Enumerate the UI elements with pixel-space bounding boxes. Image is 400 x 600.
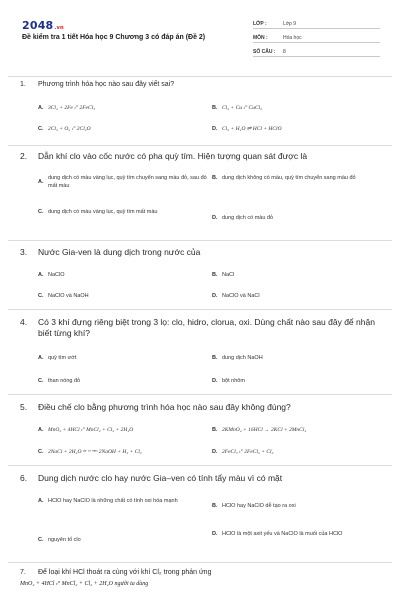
option-letter: B. xyxy=(212,503,218,509)
option-d[interactable] xyxy=(212,530,382,538)
option-text: dung dịch có màu vàng lục, quỳ tím chuyển sang màu đỏ, sau đó mất màu xyxy=(48,175,207,189)
option-c[interactable] xyxy=(38,208,208,216)
option-letter: A. xyxy=(38,105,44,111)
question-text: Nước Gia-ven là dung dịch trong nước của xyxy=(38,247,201,257)
question-number: 3. xyxy=(20,247,28,257)
meta-info xyxy=(253,15,380,57)
logo-main: 2048 xyxy=(22,19,54,32)
meta-key: MÔN : xyxy=(253,35,268,41)
option-text: dung dịch NaOH xyxy=(222,355,263,361)
meta-key: LỚP : xyxy=(253,21,267,27)
option-d[interactable] xyxy=(212,214,382,222)
divider xyxy=(8,562,392,563)
option-text: NaCl xyxy=(222,272,235,278)
option-text: HClO hay NaClO dễ tạo ra oxi xyxy=(222,503,296,509)
option-b[interactable] xyxy=(212,354,263,362)
option-d[interactable] xyxy=(212,125,282,133)
option-letter: D. xyxy=(212,215,218,221)
meta-value: Hóa học xyxy=(283,35,302,41)
question-text: Phương trình hóa học nào sau đây viết sai? xyxy=(38,81,175,88)
option-letter: D. xyxy=(212,126,218,132)
option-c[interactable] xyxy=(38,536,208,544)
logo-suffix: .vn xyxy=(54,25,64,31)
question-1 xyxy=(20,80,386,90)
option-letter: B. xyxy=(212,427,218,433)
question-number: 5. xyxy=(20,402,28,412)
option-a[interactable] xyxy=(38,104,95,112)
option-b[interactable] xyxy=(212,174,382,182)
option-text: MnO₂ + 4HCl ₜ° MnCl₂ + Cl₂ + 2H₂O xyxy=(48,427,134,433)
option-text: NaClO xyxy=(48,272,65,278)
option-text: dung dịch không có màu, quỳ tím chuyển sang màu đỏ xyxy=(222,175,356,181)
divider xyxy=(8,394,392,395)
option-text: 2FeCl₃ ₜ° 2FeCl₂ + Cl₂ xyxy=(222,449,274,455)
option-letter: C. xyxy=(38,209,44,215)
option-text: HClO là một axit yếu và NaClO là muối của HClO xyxy=(222,531,343,537)
option-letter: C. xyxy=(38,449,44,455)
option-b[interactable] xyxy=(212,104,262,112)
question-text: Có 3 khí đựng riêng biệt trong 3 lọ: clo, hidro, clorua, oxi. Dùng chất nào sau đây để nhận biết từng khí? xyxy=(38,317,375,338)
option-text: HClO hay NaClO là những chất có tính oxi hóa mạnh xyxy=(48,498,178,504)
option-text: 2KMnO₄ + 16HCl → 2KCl + 2MnCl₂ xyxy=(222,427,307,433)
option-letter: A. xyxy=(38,179,44,185)
question-7 xyxy=(20,568,386,587)
option-b[interactable] xyxy=(212,271,234,279)
option-text: dung dịch có màu đỏ xyxy=(222,215,274,221)
question-number: 2. xyxy=(20,151,28,161)
meta-row-subject xyxy=(253,29,380,43)
divider xyxy=(8,145,392,146)
option-letter: B. xyxy=(212,175,218,181)
question-text: Dẫn khí clo vào cốc nước có pha quỳ tím. Hiện tượng quan sát được là xyxy=(38,151,308,161)
question-4 xyxy=(20,317,386,339)
option-letter: D. xyxy=(212,293,218,299)
option-text: bột nhôm xyxy=(222,378,245,384)
option-letter: A. xyxy=(38,498,44,504)
question-equation: MnO₂ + 4HCl ₜ° MnCl₂ + Cl₂ + 2H₂O người ta dùng xyxy=(20,581,149,587)
option-d[interactable] xyxy=(212,448,273,456)
option-letter: D. xyxy=(212,449,218,455)
meta-row-class xyxy=(253,15,380,29)
question-text: Dung dịch nước clo hay nước Gia–ven có tính tẩy màu vì có mặt xyxy=(38,473,283,483)
option-text: than nóng đỏ xyxy=(48,378,81,384)
question-2 xyxy=(20,151,386,162)
question-text: Điều chế clo bằng phương trình hóa học nào sau đây không đúng? xyxy=(38,402,291,412)
meta-row-count xyxy=(253,43,380,57)
option-letter: B. xyxy=(212,105,218,111)
option-letter: D. xyxy=(212,378,218,384)
question-3 xyxy=(20,247,386,258)
divider xyxy=(8,76,392,77)
option-b[interactable] xyxy=(212,502,382,510)
option-letter: C. xyxy=(38,126,44,132)
question-number: 4. xyxy=(20,317,28,327)
option-letter: A. xyxy=(38,272,44,278)
option-letter: C. xyxy=(38,293,44,299)
option-a[interactable] xyxy=(38,497,208,505)
option-text: dung dịch có màu vàng lục, quỳ tím mất màu xyxy=(48,209,158,215)
question-number: 1. xyxy=(20,81,26,88)
option-d[interactable] xyxy=(212,377,245,385)
option-text: 2NaCl + 2H₂O ᵈᵖ ᶜᵒ ᵐⁿˣ 2NaOH + H₂ + Cl₂ xyxy=(48,449,142,455)
option-a[interactable] xyxy=(38,426,133,434)
option-text: NaClO và NaOH xyxy=(48,293,89,299)
header xyxy=(0,0,400,62)
question-text: Để loại khí HCl thoát ra cùng với khí Cl₂ trong phản ứng xyxy=(38,569,212,576)
option-text: 2Cl₂ + O₂ ₜ° 2Cl₂O xyxy=(48,126,91,132)
divider xyxy=(8,465,392,466)
question-6 xyxy=(20,473,386,484)
site-logo[interactable] xyxy=(22,19,64,32)
option-a[interactable] xyxy=(38,271,65,279)
document-title: Đề kiểm tra 1 tiết Hóa học 9 Chương 3 có đáp án (Đề 2) xyxy=(22,34,206,41)
option-d[interactable] xyxy=(212,292,260,300)
option-c[interactable] xyxy=(38,377,80,385)
option-text: nguyên tố clo xyxy=(48,537,81,543)
option-text: NaClO và NaCl xyxy=(222,293,260,299)
option-c[interactable] xyxy=(38,125,91,133)
option-letter: A. xyxy=(38,355,44,361)
option-letter: C. xyxy=(38,378,44,384)
option-letter: C. xyxy=(38,537,44,543)
divider xyxy=(8,240,392,241)
option-text: Cl₂ + Cu ₜ° CuCl₂ xyxy=(222,105,263,111)
option-a[interactable] xyxy=(38,174,208,190)
option-letter: B. xyxy=(212,272,218,278)
option-letter: B. xyxy=(212,355,218,361)
question-number: 7. xyxy=(20,569,26,576)
option-b[interactable] xyxy=(212,426,306,434)
question-number: 6. xyxy=(20,473,28,483)
divider xyxy=(8,309,392,310)
option-a[interactable] xyxy=(38,354,76,362)
option-text: Cl₂ + H₂O ⇌ HCl + HClO xyxy=(222,126,282,132)
option-c[interactable] xyxy=(38,448,142,456)
option-letter: D. xyxy=(212,531,218,537)
option-c[interactable] xyxy=(38,292,89,300)
meta-value: Lớp 9 xyxy=(283,21,297,27)
option-letter: A. xyxy=(38,427,44,433)
question-5 xyxy=(20,402,386,413)
option-text: 3Cl₂ + 2Fe ₜ° 2FeCl₃ xyxy=(48,105,96,111)
option-text: quỳ tím ướt xyxy=(48,355,77,361)
meta-value: 8 xyxy=(283,49,286,55)
meta-key: SỐ CÂU : xyxy=(253,49,276,55)
